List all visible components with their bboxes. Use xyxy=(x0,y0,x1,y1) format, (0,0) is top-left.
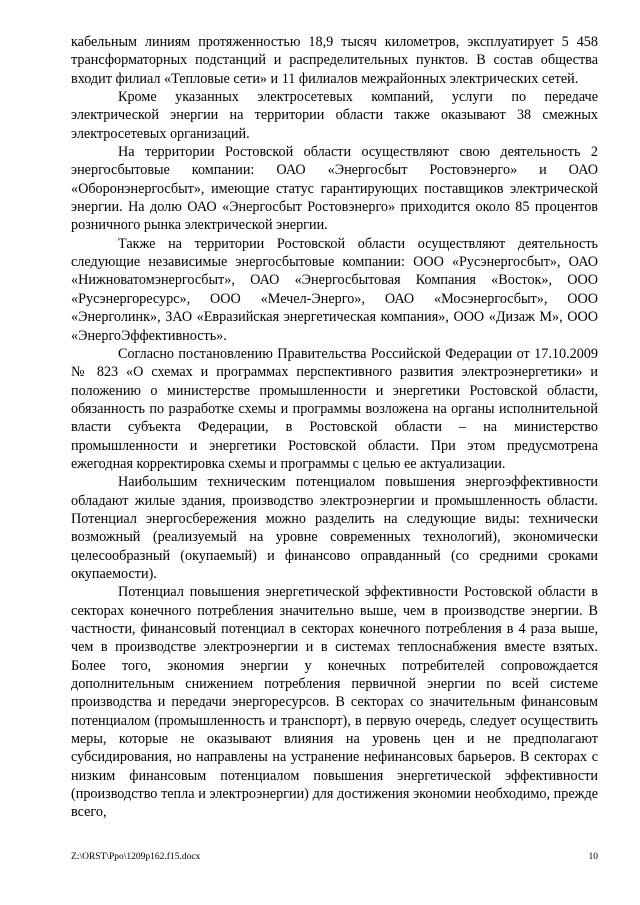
page-number: 10 xyxy=(588,852,598,862)
paragraph-5: Согласно постановлению Правительства Российской Федерации от 17.10.2009 № 823 «О схемах и программах перспективного развития электроэнергетики» и положению о министерстве промышленности и энергетики Ростовской области, обязанность по разработке схемы и программы возложена на органы исполнительной власти субъекта Федерации, в Ростовской области – на министерство промышленности и энергетики Ростовской области. При этом предусмотрена ежегодная корректировка схемы и программы с целью ее актуализации. xyxy=(71,345,598,472)
paragraph-6: Наибольшим техническим потенциалом повышения энергоэффективности обладают жилые здания, производство электроэнергии и промышленность области. Потенциал энергосбережения можно разделить на следующие виды: технически возможный (реализуемый на уровне современных технологий), экономически целесообразный (окупаемый) и финансово оправданный (со средними сроками окупаемости). xyxy=(71,474,598,582)
paragraph-1: кабельным линиям протяженностью 18,9 тысяч километров, эксплуатирует 5 458 трансформаторных подстанций и распределительных пунктов. В состав общества входит филиал «Тепловые сети» и 11 филиалов межрайонных электрических сетей. xyxy=(71,34,598,87)
paragraph-2: Кроме указанных электросетевых компаний, услуги по передаче электрической энергии на территории области также оказывают 38 смежных электросетевых организаций. xyxy=(71,89,598,142)
paragraph-4: Также на территории Ростовской области осуществляют деятельность следующие независимые энергосбытовые компании: ООО «Русэнергосбыт», ОАО «Нижноватомэнергосбыт», ОАО «Энергосбытовая Компания «Восток», ООО «Русэнергоресурс», ООО «Мечел-Энерго», ОАО «Мосэнергосбыт», ООО «Энерголинк», ЗАО «Евразийская энергетическая компания», ООО «Дизаж М», ООО «ЭнергоЭффективность». xyxy=(71,235,598,344)
paragraph-3: На территории Ростовской области осуществляют свою деятельность 2 энергосбытовые компании: ОАО «Энергосбыт Ростовэнерго» и ОАО «Оборонэнергосбыт», имеющие статус гарантирующих поставщиков электрической энергии. На долю ОАО «Энергосбыт Ростовэнерго» приходится около 85 процентов розничного рынка электрической энергии. xyxy=(71,144,598,234)
paragraph-7: Потенциал повышения энергетической эффективности Ростовской области в секторах конечного потребления значительно выше, чем в производстве энергии. В частности, финансовый потенциал в секторах конечного потребления в 4 раза выше, чем в производстве электроэнергии и в системах теплоснабжения вместе взятых. Более того, экономия энергии у конечных потребителей сопровождается дополнительным снижением потребления первичной энергии по всей системе производства и передачи энергоресурсов. В секторах со значительным финансовым потенциалом (промышленность и транспорт), в первую очередь, следует осуществить меры, которые не оказывают влияния на уровень цен и не предполагают субсидирования, но направлены на устранение нефинансовых барьеров. В секторах с низким финансовым потенциалом повышения энергетической эффективности (производство тепла и электроэнергии) для достижения экономии необходимо, прежде всего, xyxy=(71,584,598,821)
footer-file-path: Z:\ORST\Ppo\1209p162.f15.docx xyxy=(71,852,201,862)
document-body xyxy=(71,33,598,822)
